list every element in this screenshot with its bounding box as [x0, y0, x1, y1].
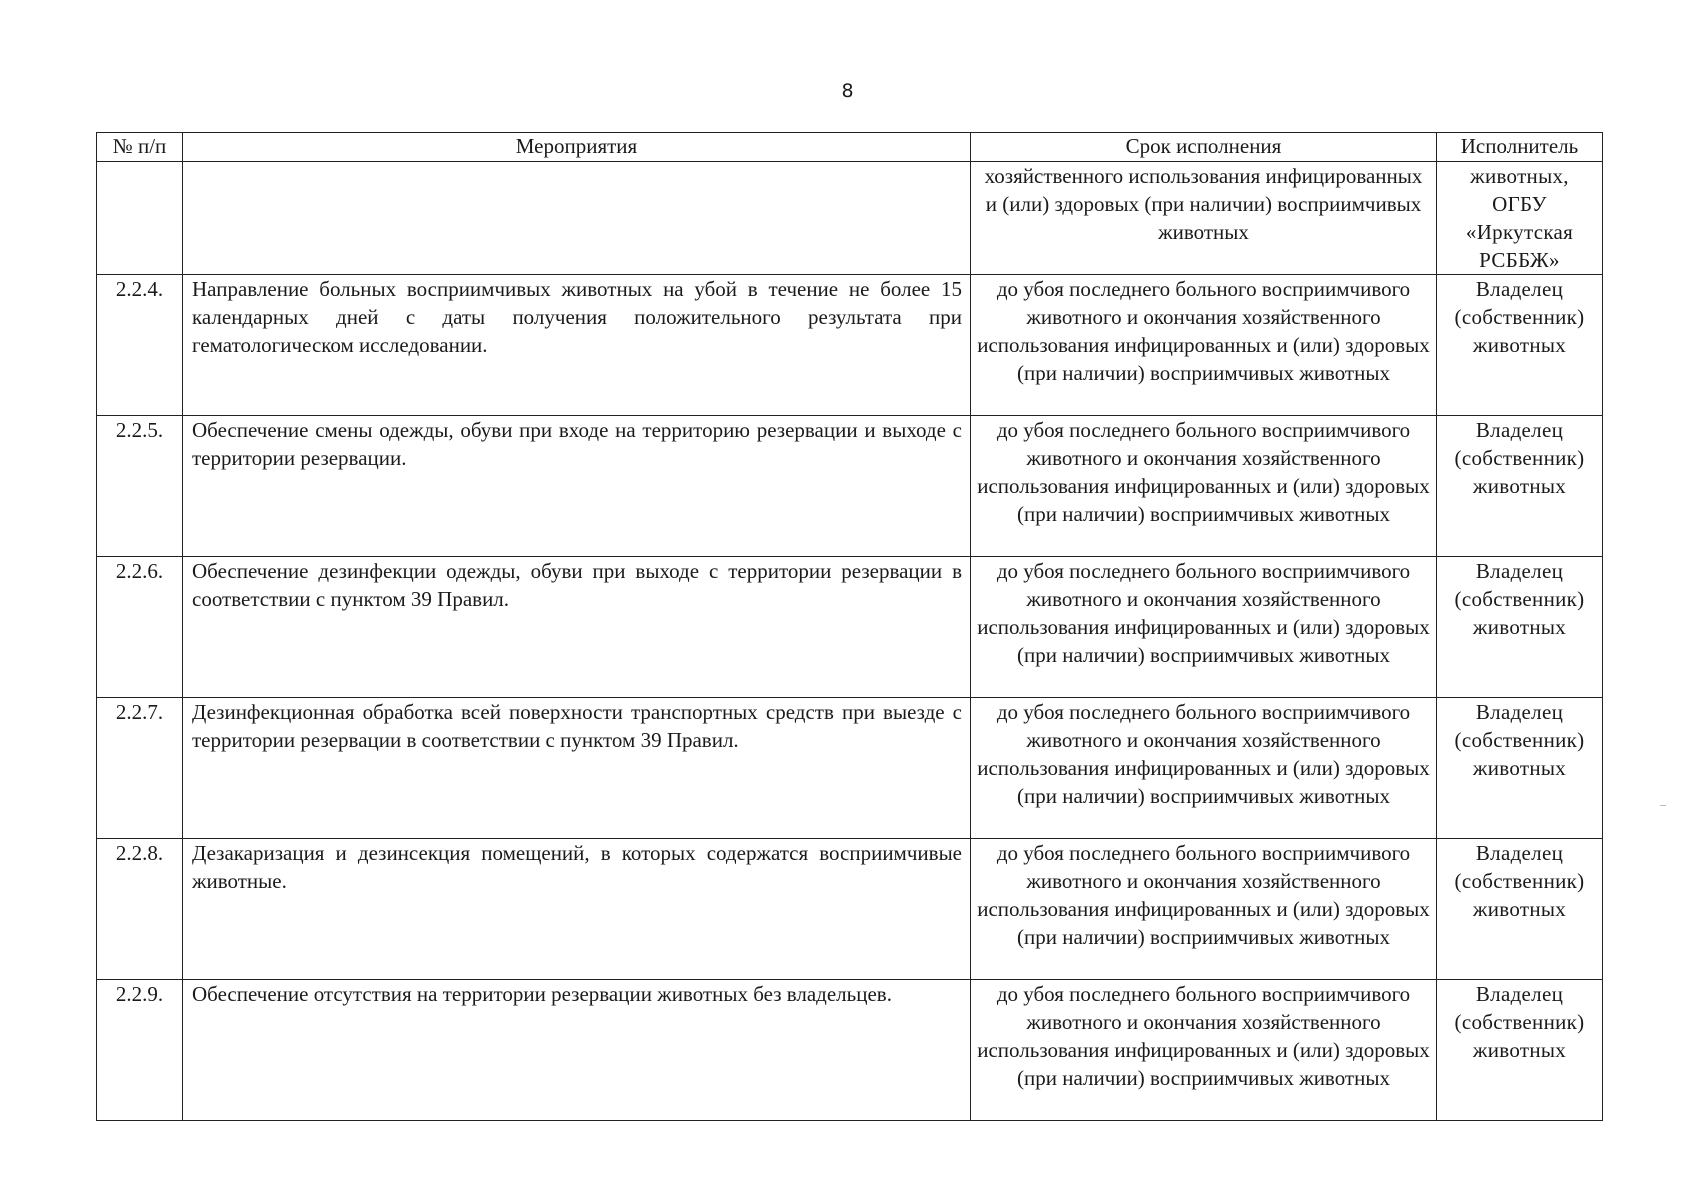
table-row — [97, 275, 1603, 416]
cell-num: 2.2.7. — [97, 698, 183, 839]
cell-num: 2.2.5. — [97, 416, 183, 557]
cell-deadline: до убоя последнего больного восприимчивого животного и окончания хозяйственного использования инфицированных и (или) здоровых (при наличии) восприимчивых животных — [971, 839, 1437, 980]
table-row — [97, 557, 1603, 698]
cell-executor: Владелец (собственник) животных — [1437, 839, 1603, 980]
cell-executor: Владелец (собственник) животных — [1437, 698, 1603, 839]
header-executor: Исполнитель — [1437, 133, 1603, 162]
cell-action: Дезакаризация и дезинсекция помещений, в которых содержатся восприимчивые животные. — [183, 839, 971, 980]
scan-speck — [1660, 805, 1666, 806]
cell-action: Обеспечение отсутствия на территории резервации животных без владельцев. — [183, 980, 971, 1121]
cell-deadline: до убоя последнего больного восприимчивого животного и окончания хозяйственного использования инфицированных и (или) здоровых (при наличии) восприимчивых животных — [971, 275, 1437, 416]
table-row — [97, 416, 1603, 557]
cell-executor: Владелец (собственник) животных — [1437, 980, 1603, 1121]
header-deadline: Срок исполнения — [971, 133, 1437, 162]
cell-deadline: до убоя последнего больного восприимчивого животного и окончания хозяйственного использования инфицированных и (или) здоровых (при наличии) восприимчивых животных — [971, 416, 1437, 557]
cell-action — [183, 162, 971, 275]
cell-deadline: до убоя последнего больного восприимчивого животного и окончания хозяйственного использования инфицированных и (или) здоровых (при наличии) восприимчивых животных — [971, 557, 1437, 698]
table-row — [97, 839, 1603, 980]
cell-num: 2.2.9. — [97, 980, 183, 1121]
cell-num: 2.2.4. — [97, 275, 183, 416]
header-action: Мероприятия — [183, 133, 971, 162]
cell-deadline: до убоя последнего больного восприимчивого животного и окончания хозяйственного использования инфицированных и (или) здоровых (при наличии) восприимчивых животных — [971, 980, 1437, 1121]
cell-deadline: хозяйственного использования инфицированных и (или) здоровых (при наличии) восприимчивых животных — [971, 162, 1437, 275]
cell-deadline: до убоя последнего больного восприимчивого животного и окончания хозяйственного использования инфицированных и (или) здоровых (при наличии) восприимчивых животных — [971, 698, 1437, 839]
cell-action: Обеспечение смены одежды, обуви при входе на территорию резервации и выходе с территории резервации. — [183, 416, 971, 557]
cell-num: 2.2.6. — [97, 557, 183, 698]
cell-executor: Владелец (собственник) животных — [1437, 557, 1603, 698]
cell-executor: животных, ОГБУ «Иркутская РСББЖ» — [1437, 162, 1603, 275]
cell-action: Обеспечение дезинфекции одежды, обуви при выходе с территории резервации в соответствии с пунктом 39 Правил. — [183, 557, 971, 698]
cell-executor: Владелец (собственник) животных — [1437, 275, 1603, 416]
page-number: 8 — [841, 80, 854, 102]
cell-action: Дезинфекционная обработка всей поверхности транспортных средств при выезде с территории резервации в соответствии с пунктом 39 Правил. — [183, 698, 971, 839]
header-num: № п/п — [97, 133, 183, 162]
cell-num — [97, 162, 183, 275]
cell-action: Направление больных восприимчивых животных на убой в течение не более 15 календарных дней с даты получения положительного результата при гематологическом исследовании. — [183, 275, 971, 416]
table-header-row — [97, 133, 1603, 162]
table-row — [97, 980, 1603, 1121]
cell-executor: Владелец (собственник) животных — [1437, 416, 1603, 557]
cell-num: 2.2.8. — [97, 839, 183, 980]
table-row-continuation — [97, 162, 1603, 275]
measures-table — [96, 132, 1603, 1121]
table-row — [97, 698, 1603, 839]
